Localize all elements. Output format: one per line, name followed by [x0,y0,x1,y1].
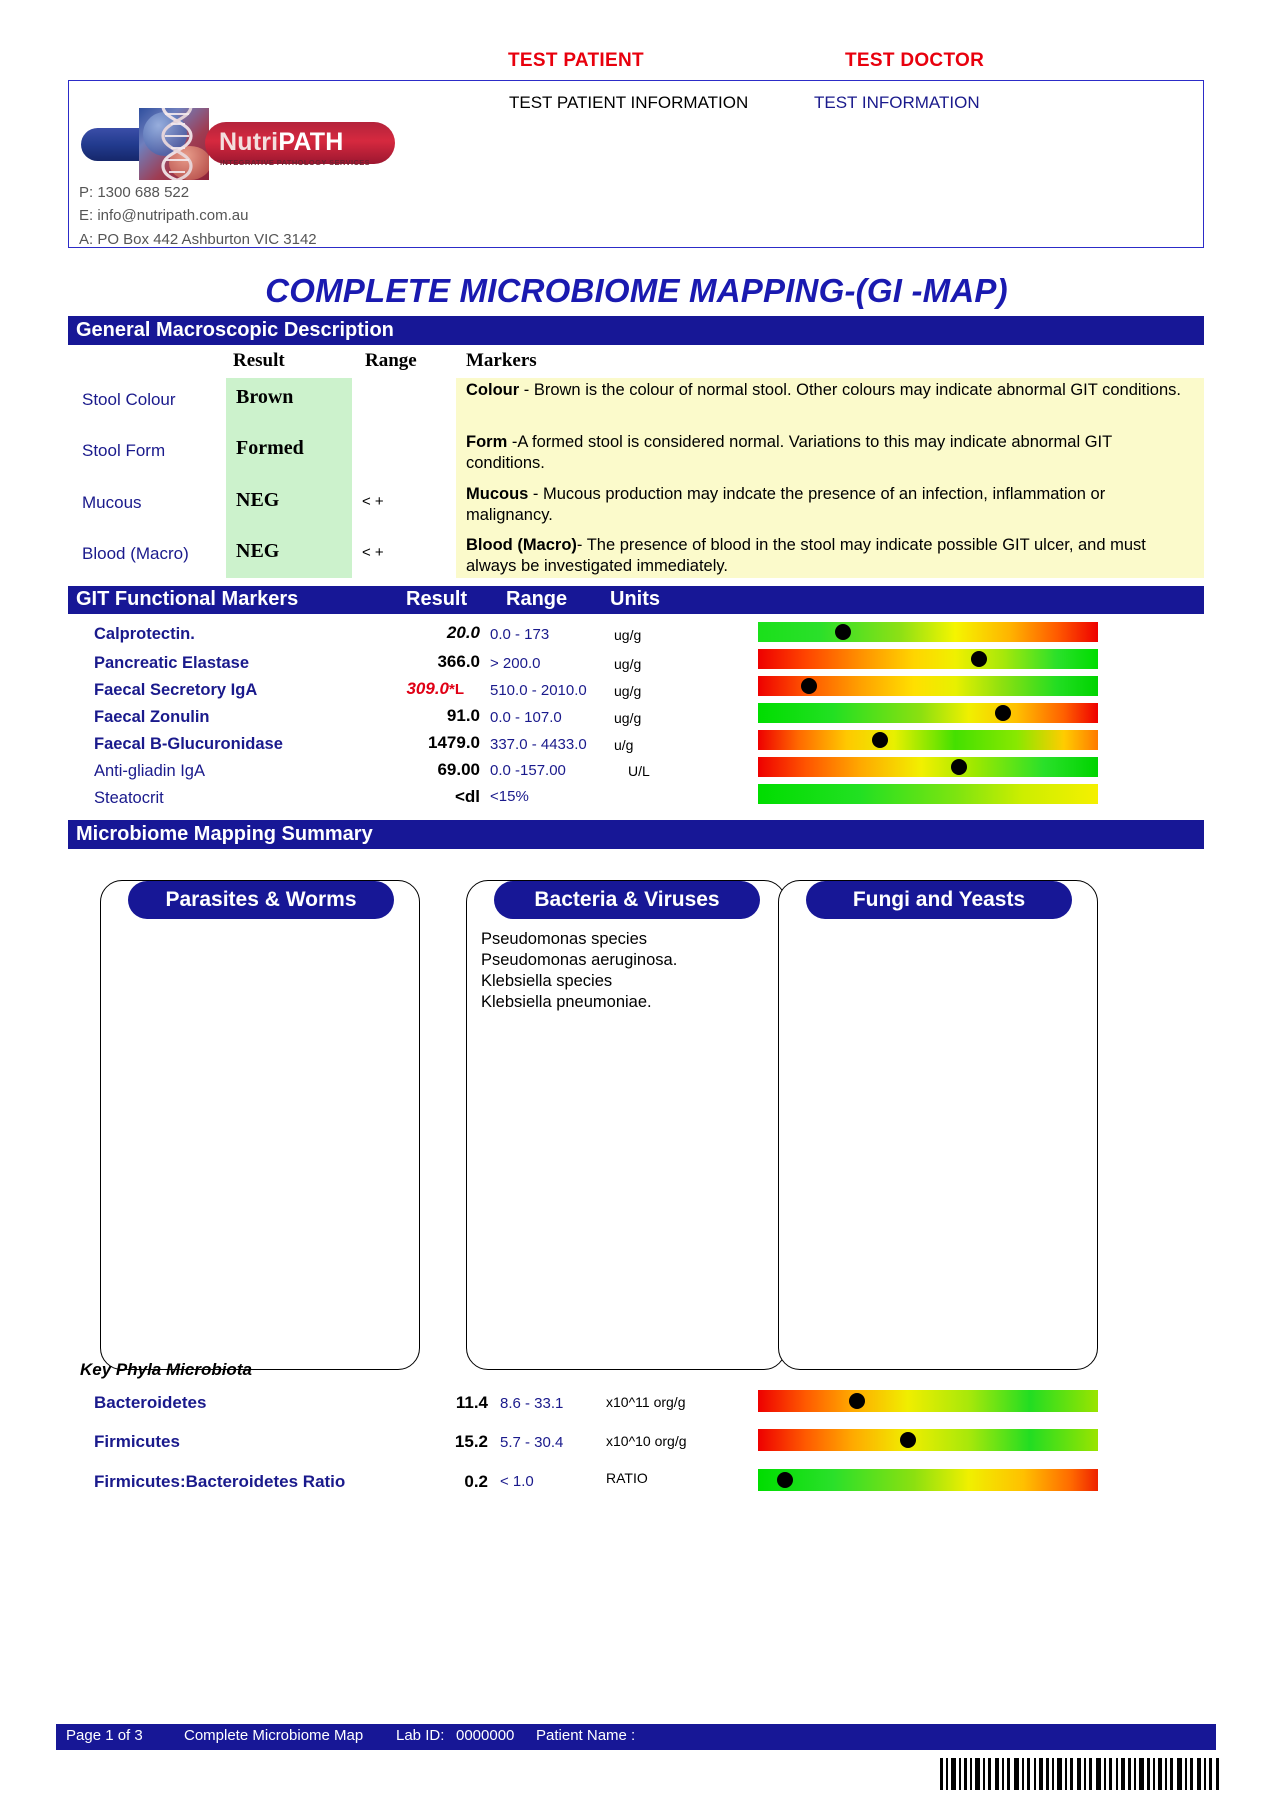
panel-bacteria-viruses [466,880,786,1370]
git-row-marker-dot [971,651,987,667]
git-row-range: > 200.0 [490,655,541,672]
macro-col-result: Result [233,350,285,371]
phyla-row-result: 11.4 [455,1393,488,1412]
page-footer [56,1724,1216,1750]
section-macroscopic-header: General Macroscopic Description [68,316,1204,345]
git-row-result: 1479.0 [428,733,480,752]
panel-title: Bacteria & Viruses [494,881,760,919]
git-row-bar [758,730,1098,750]
git-row-marker-dot [872,732,888,748]
git-row-result: 69.00 [437,760,480,779]
logo-wordmark-nutri: Nutri [219,128,279,156]
git-row-result: 366.0 [437,652,480,671]
phyla-row-bar [758,1469,1098,1491]
macro-row-result: Brown [236,386,294,408]
macro-row-label: Stool Colour [82,390,176,409]
git-row-bar [758,649,1098,669]
git-row-bar [758,784,1098,804]
git-row-name: Faecal Secretory IgA [94,681,258,699]
contact-block [79,181,317,251]
macro-row-marker [466,535,1186,577]
git-row-name: Pancreatic Elastase [94,654,250,672]
phyla-row-name: Bacteroidetes [94,1393,207,1412]
macro-marker-term: Blood (Macro) [466,536,577,554]
git-row-marker-dot [951,759,967,775]
panel-title: Fungi and Yeasts [806,881,1072,919]
git-row-units: ug/g [614,656,642,672]
git-row-range: 337.0 - 4433.0 [490,736,587,753]
phyla-row-name: Firmicutes [94,1432,180,1451]
git-row-marker-dot [995,705,1011,721]
report-title: COMPLETE MICROBIOME MAPPING-(GI -MAP) [265,272,1008,309]
phyla-row-marker-dot [900,1432,916,1448]
phyla-row-units: RATIO [606,1470,648,1486]
macro-row-range: < + [362,544,384,561]
macro-marker-term: Colour [466,381,520,399]
header-names [0,50,1273,78]
git-row-result-value: 309.0 [406,679,449,698]
macro-marker-term: Form [466,433,508,451]
phyla-row-marker-dot [777,1472,793,1488]
footer-patient-label: Patient Name : [536,1727,636,1744]
contact-address: A: PO Box 442 Ashburton VIC 3142 [79,230,317,248]
phyla-row-units: x10^11 org/g [606,1394,686,1410]
macro-row-range: < + [362,493,384,510]
phyla-row-bar [758,1429,1098,1451]
phyla-row-bar [758,1390,1098,1412]
git-row-bar [758,622,1098,642]
phyla-row-range: 8.6 - 33.1 [500,1395,564,1412]
git-row-name: Calprotectin. [94,625,195,643]
section-summary-header: Microbiome Mapping Summary [68,820,1204,849]
macro-row-label: Mucous [82,493,142,512]
patient-info: TEST PATIENT INFORMATION [509,93,749,112]
git-row-result: 20.0 [446,623,480,642]
macro-row-marker [466,380,1186,401]
git-row-name: Anti-gliadin IgA [94,762,205,780]
logo-wordmark-path: PATH [278,128,344,156]
macro-col-range: Range [365,350,417,371]
panel-title: Parasites & Worms [128,881,394,919]
git-row-units: ug/g [614,683,642,699]
macro-row-result: NEG [236,540,280,562]
macro-row-label: Blood (Macro) [82,544,189,563]
git-row-name: Faecal B-Glucuronidase [94,735,283,753]
git-row-units: U/L [628,763,650,779]
header-box [68,80,1204,248]
phyla-row-name: Firmicutes:Bacteroidetes Ratio [94,1472,346,1491]
git-section-title: GIT Functional Markers [76,588,299,610]
git-row-name: Steatocrit [94,789,164,807]
git-row-marker-dot [801,678,817,694]
list-item: Klebsiella species [481,972,613,991]
contact-phone: P: 1300 688 522 [79,184,190,201]
git-row-bar [758,676,1098,696]
macro-marker-term: Mucous [466,485,529,503]
git-row-range: 0.0 -157.00 [490,762,566,779]
git-col-range: Range [506,588,568,610]
panel-parasites-worms [100,880,420,1370]
list-item: Pseudomonas aeruginosa. [481,951,678,970]
git-col-units: Units [610,588,660,610]
patient-name: TEST PATIENT [508,50,644,71]
dna-helix-icon [155,108,199,180]
phyla-row-range: < 1.0 [500,1473,534,1490]
phyla-row-result: 0.2 [464,1472,488,1491]
macro-row-marker [466,484,1186,526]
phyla-row-units: x10^10 org/g [606,1433,687,1449]
git-row-range: <15% [490,788,529,805]
git-row-result-flag: *L [449,681,464,698]
doctor-info: TEST INFORMATION [814,93,980,112]
git-col-result: Result [406,588,468,610]
logo-wordmark [219,128,343,157]
phyla-row-range: 5.7 - 30.4 [500,1434,564,1451]
phyla-row-marker-dot [849,1393,865,1409]
git-row-result: <dl [454,787,480,806]
git-row-result: 91.0 [446,706,480,725]
git-row-range: 0.0 - 107.0 [490,709,562,726]
logo-tagline: INTEGRATIVE PATHOLOGY SERVICES [220,158,371,167]
git-row-bar [758,703,1098,723]
footer-lab-id-label: Lab ID: [396,1727,445,1744]
key-phyla-title: Key Phyla Microbiota [80,1360,252,1379]
barcode [940,1758,1220,1790]
git-row-bar [758,757,1098,777]
git-row-name: Faecal Zonulin [94,708,210,726]
macro-marker-text: - Brown is the colour of normal stool. Other colours may indicate abnormal GIT conditions. [519,381,1181,399]
nutripath-logo [79,106,399,178]
macro-row-result: NEG [236,489,280,511]
git-row-units: u/g [614,737,634,753]
footer-doc-title: Complete Microbiome Map [184,1727,364,1744]
git-row-marker-dot [835,624,851,640]
macro-marker-text: - The presence of blood in the stool may indicate possible GIT ulcer, and must always be investigated immediately. [466,536,1146,576]
git-row-range: 510.0 - 2010.0 [490,682,587,699]
git-row-units: ug/g [614,627,642,643]
list-item: Pseudomonas species [481,930,648,948]
footer-lab-id-value: 0000000 [456,1727,515,1744]
macro-col-markers: Markers [466,350,537,371]
git-markers-header [68,586,1204,614]
macro-marker-text: - Mucous production may indcate the presence of an infection, inflammation or malignancy. [466,485,1106,525]
list-item: Klebsiella pneumoniae. [481,993,652,1012]
panel-content [481,929,677,1013]
phyla-row-result: 15.2 [454,1432,488,1451]
git-row-result [368,679,464,699]
logo-dna-image [139,108,209,180]
git-row-range: 0.0 - 173 [490,626,550,643]
doctor-name: TEST DOCTOR [845,50,985,71]
macro-marker-text: -A formed stool is considered normal. Variations to this may indicate abnormal GIT conditions. [466,433,1112,473]
macro-row-marker [466,432,1186,474]
git-row-units: ug/g [614,710,642,726]
macro-row-result: Formed [236,437,304,459]
footer-page-number: Page 1 of 3 [66,1727,143,1744]
panel-fungi-yeasts [778,880,1098,1370]
macro-row-label: Stool Form [82,441,166,460]
contact-email: E: info@nutripath.com.au [79,207,249,225]
